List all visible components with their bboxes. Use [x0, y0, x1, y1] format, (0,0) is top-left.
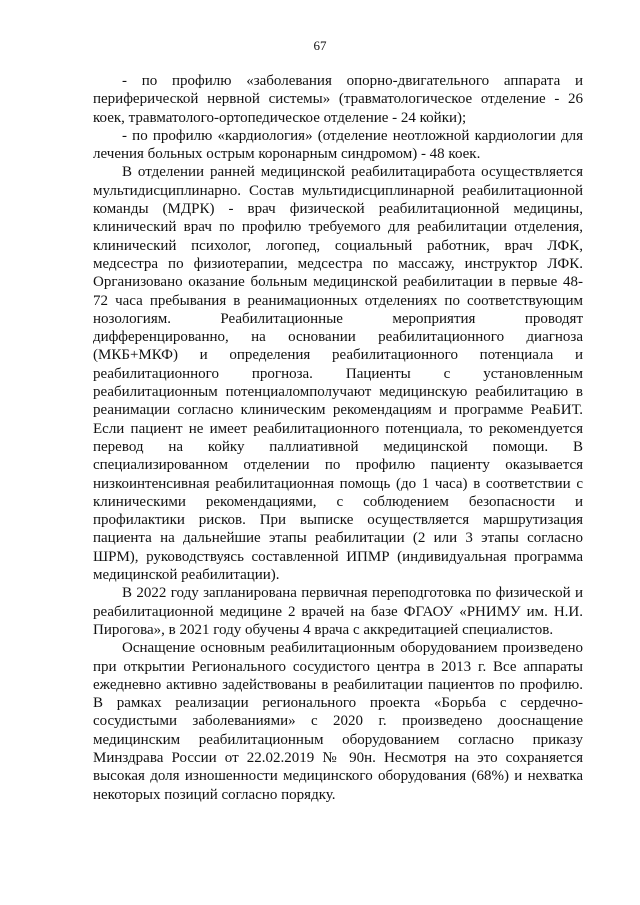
paragraph-equipment: Оснащение основным реабилитационным оборудованием произведено при открытии Регионального сосудистого центра в 2013 г. Все аппараты ежедневно активно задействованы в реабилитации пациентов по профилю. В рамках реализации регионального проекта «Борьба с сердечно-сосудистыми заболеваниями» с 2020 г. произведено дооснащение медицинским реабилитационным оборудованием согласно приказу Минздрава России от 22.02.2019 № 90н. Несмотря на это сохраняется высокая доля изношенности медицинского оборудования (68%) и нехватка некоторых позиций согласно порядку. [93, 640, 583, 803]
paragraph-early-rehabilitation: В отделении ранней медицинской реабилитациработа осуществляется мультидисциплинарно. Состав мультидисциплинарной реабилитационной команды (МДРК) - врач физической реабилитационной медицины, клинический врач по профилю требуемого для реабилитации отделения, клинический психолог, логопед, социальный работник, врач ЛФК, медсестра по физиотерапии, медсестра по массажу, инструктор ЛФК. Организовано оказание больным медицинской реабилитации в первые 48-72 часа пребывания в реанимационных отделениях по соответствующим нозологиям. Реабилитационные мероприятия проводят дифференцированно, на основании реабилитационного диагноза (МКБ+МКФ) и определения реабилитационного потенциала и реабилитационного прогноза. Пациенты с установленным реабилитационным потенциаломполучают медицинскую реабилитацию в реанимации согласно клиническим рекомендациям и программе РеаБИТ. Если пациент не имеет реабилитационного потенциала, то рекомендуется перевод на койку паллиативной медицинской помощи. В специализированном отделении по профилю пациенту оказывается низкоинтенсивная реабилитационная помощь (до 1 часа) в соответствии с клиническими рекомендациями, с соблюдением безопасности и профилактики рисков. При выписке осуществляется маршрутизация пациента на дальнейшие этапы реабилитации (2 или 3 этапы согласно ШРМ), руководствуясь составленной ИПМР (индивидуальная программа медицинской реабилитации). [93, 164, 583, 584]
paragraph-staff-training: В 2022 году запланирована первичная переподготовка по физической и реабилитационной медицине 2 врачей на базе ФГАОУ «РНИМУ им. Н.И. Пирогова», в 2021 году обучены 4 врача с аккредитацией специалистов. [93, 585, 583, 638]
paragraph-musculoskeletal-profile: - по профилю «заболевания опорно-двигательного аппарата и периферической нервной системы» (травматологическое отделение - 26 коек, травматолого-ортопедическое отделение - 24 койки); [93, 73, 583, 126]
page-number: 67 [313, 38, 327, 53]
paragraph-cardiology-profile: - по профилю «кардиология» (отделение неотложной кардиологии для лечения больных острым коронарным синдромом) - 48 коек. [93, 127, 583, 163]
document-body [93, 72, 583, 804]
